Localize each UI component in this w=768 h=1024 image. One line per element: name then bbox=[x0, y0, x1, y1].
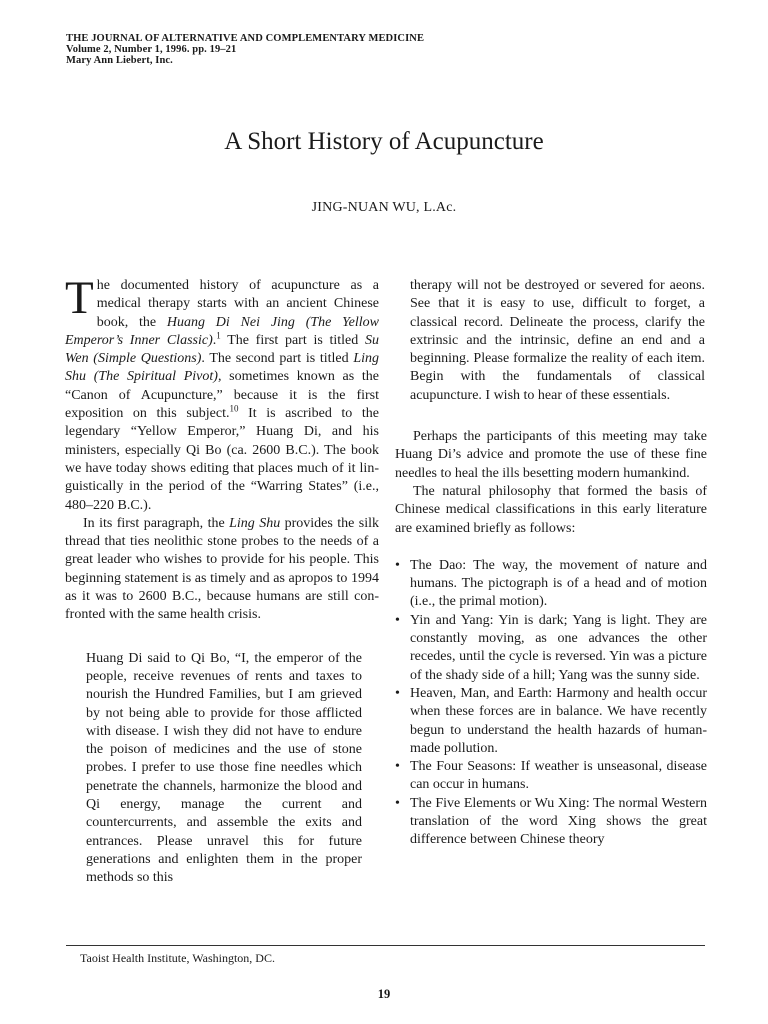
body-paragraph: In its first paragraph, the Ling Shu provides the silk thread that ties neolithic stone probes to the needs of a great leader who wishes to provide for his people. This beginning statement is as timely and as apropos to 1994 as it was to 2600 B.C., because humans are still confronted with the same health crisis. bbox=[65, 515, 379, 623]
book-title: Huang Di Nei Jing (The Yellow Emperor’s Inner Classic) bbox=[65, 314, 379, 348]
block-quote-continued: therapy will not be destroyed or severed for aeons. See that it is easy to use, difficult to forget, a classical record. Delineate the process, clarify the extrinsic and the intrinsic, define an end and a beginning. Please formalize the reality of each item. Begin with the fundamentals of classical acupuncture. I wish to hear of these essentials. bbox=[410, 278, 705, 403]
list-item: • Yin and Yang: Yin is dark; Yang is light. They are constantly moving, as one advances the other recedes, until the cycle is reversed. Yin was a picture of the shady side of a hill; Yang was the sunny side. bbox=[395, 612, 707, 685]
article-title: A Short History of Acupuncture bbox=[224, 128, 544, 155]
intro-paragraph: The documented history of acupuncture as a medical therapy starts with an ancient Chinese book, the Huang Di Nei Jing (The Yellow Emperor’s Inner Classic).$^1$ The first part is titled Su Wen (Simple Questions). The second part is titled Ling Shu (The Spiritual Pivot), sometimes known as the “Canon of Acupuncture,” because it is the first exposition on this subject.$^{10}$ It is ascribed to the legendary “Yellow Emperor,” Huang Di, and his ministers, especially Qi Bo (ca. 2600 B.C.). The book we have today shows editing that places much of it linguistically in the period of the “Warring States” (i.e., 480–220 B.C.). bbox=[65, 272, 379, 513]
journal-header bbox=[66, 33, 546, 66]
list-item: • Heaven, Man, and Earth: Harmony and health occur when these forces are in balance. We have recently begun to understand the health hazards of human-made pollution. bbox=[395, 685, 707, 758]
list-item: • The Five Elements or Wu Xing: The normal Western translation of the word Xing shows the great difference between Chinese theory bbox=[395, 795, 707, 850]
body-paragraph: The natural philosophy that formed the basis of Chinese medical classifications in this early literature are examined briefly as follows: bbox=[395, 483, 707, 536]
list-item: • The Four Seasons: If weather is unseasonal, disease can occur in humans. bbox=[395, 758, 707, 795]
journal-name: THE JOURNAL OF ALTERNATIVE AND COMPLEMENTARY MEDICINE bbox=[66, 33, 425, 44]
page-number: 19 bbox=[377, 987, 391, 1001]
citation: 10 bbox=[229, 403, 239, 414]
bullet-list bbox=[395, 557, 707, 850]
author-affiliation: Taoist Health Institute, Washington, DC. bbox=[80, 951, 275, 965]
drop-cap: T bbox=[65, 272, 94, 324]
book-title: Su Wen (Simple Questions) bbox=[65, 332, 379, 367]
citation: 1 bbox=[216, 330, 221, 341]
left-column bbox=[65, 272, 379, 888]
block-quote: Huang Di said to Qi Bo, “I, the emperor of the people, receive revenues of rents and taxes to nourish the Hundred Families, but I am grieved by not being able to provide for those afflicted with disease. I wish they did not have to endure the poison of medicines and the use of stone probes. I prefer to use those fine needles which penetrate the channels, harmonize the blood and Qi energy, manage the current and countercurrents, and assemble the exits and entrances. Please unravel this for future generations and enlighten them in the proper methods so this bbox=[86, 650, 362, 886]
journal-volume: Volume 2, Number 1, 1996. pp. 19–21 bbox=[66, 44, 237, 55]
journal-publisher: Mary Ann Liebert, Inc. bbox=[66, 55, 173, 66]
book-title: Ling Shu bbox=[229, 515, 281, 531]
article-author: JING-NUAN WU, L.Ac. bbox=[311, 200, 457, 215]
right-column bbox=[395, 277, 707, 850]
list-item: • The Dao: The way, the movement of nature and humans. The pictograph is of a head and of motion (i.e., the primal motion). bbox=[395, 557, 707, 612]
book-title: Ling Shu (The Spiritual Pivot) bbox=[65, 351, 379, 385]
body-paragraph: Perhaps the participants of this meeting may take Huang Di’s advice and promote the use of these fine needles to heal the ills besetting modern humankind. bbox=[395, 429, 707, 481]
footnote-rule bbox=[66, 945, 705, 946]
